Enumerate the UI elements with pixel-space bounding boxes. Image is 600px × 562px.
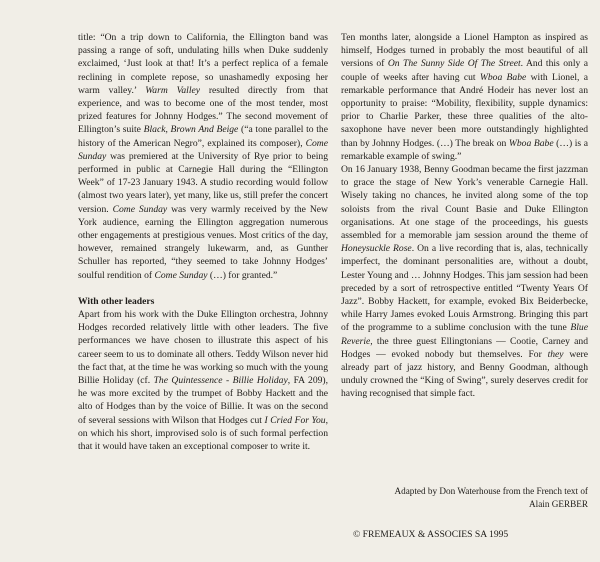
text-run: (…) for granted.” bbox=[207, 269, 278, 281]
text-run: , on which his short, improvised solo is of such formal perfection that it would have taken an exceptional composer to write it. bbox=[78, 414, 328, 453]
song-title-i-cried-for-you: I Cried For You bbox=[264, 414, 326, 426]
suite-title: Black, Brown And Beige bbox=[143, 124, 239, 136]
text-run: On 16 January 1938, Benny Goodman became the first jazzman to grace the stage of New York’s venerable Carnegie Hall. Wisely taking no chances, he invited along some of the top soloists from the rival Count Basie and Duke Ellington organisations. At one stage of the proceedings, his guests assembled for a memorable jam session around the theme of bbox=[341, 164, 588, 242]
song-title-blue-reverie: Blue Reverie bbox=[341, 322, 588, 347]
text-run: resulted directly from that experience, and was to become one of the most tender, most prized features for Johnny Hodges.” The second movement of Ellington’s suite bbox=[78, 84, 328, 136]
song-title-sunny-side: On The Sunny Side Of The Street bbox=[387, 58, 521, 70]
text-run: was very warmly received by the New York audience, earning the Ellington aggregation numerous other engagements at prestigious venues. Most critics of the day, however, remained strangely lukewarm, and, as Gunther Schuller has reported, “they seemed to take Johnny Hodges’ soulful rendition of bbox=[78, 203, 328, 281]
text-run: , FA 209), he was more excited by the trumpet of Bobby Hackett and the alto of Hodges than by the voice of Billie. It was on the second of several sessions with Wilson that Hodges cut bbox=[78, 375, 329, 426]
text-run: was premiered at the University of Rye prior to being performed in public at Carnegie Hall during the “Ellington Week” of 17-23 January 1943. A studio recording would follow (almost two years later), yet many, like us, still prefer the concert version. bbox=[78, 150, 328, 215]
text-run: (“a tone parallel to the history of the American Negro”, explained its composer), bbox=[78, 124, 328, 149]
text-run: Apart from his work with the Duke Ellington orchestra, Johnny Hodges recorded relatively little with other leaders. The five performances we have chosen to illustrate this aspect of his career seem to us to dominate all others. Teddy Wilson never hid the fact that, at the time he was working so much with the young Billie Holiday (cf. bbox=[78, 309, 328, 387]
song-title-wboa-babe: Wboa Babe bbox=[479, 71, 527, 83]
text-run: . On a live recording that is, alas, technically imperfect, the dominant personalities are, without a doubt, Lester Young and … Johnny Hodges. This jam session had been preceded by a sort of retrospective entitled “Twenty Years Of Jazz”. Bobby Hackett, for example, evoked Bix Beiderbecke, while Harry James evoked Louis Armstrong. Bringing this part of the programme to a sublime conclusion with the tune bbox=[341, 243, 588, 334]
other-leaders-paragraph bbox=[78, 308, 328, 453]
text-run: (…) is a remarkable example of swing.” bbox=[341, 137, 588, 162]
right-column bbox=[341, 31, 588, 401]
translation-credit bbox=[341, 485, 588, 511]
text-run: , the three guest Ellingtonians — Cootie, Carney and Hodges — evoked nobody but themselves. For bbox=[341, 335, 588, 360]
song-title-warm-valley: Warm Valley bbox=[145, 84, 201, 96]
emphasis-they: they bbox=[547, 348, 564, 360]
song-title-come-sunday: Come Sunday bbox=[154, 269, 208, 281]
credit-author: Alain GERBER bbox=[529, 499, 588, 509]
warm-valley-paragraph bbox=[78, 31, 328, 282]
text-run: were already part of jazz history, and Benny Goodman, although unduly crowned the “King of Swing”, surely deserves credit for having recognised that simple fact. bbox=[341, 348, 588, 400]
credit-line: Adapted by Don Waterhouse from the French text of bbox=[394, 486, 588, 496]
song-title-come-sunday: Come Sunday bbox=[112, 203, 168, 215]
hampton-paragraph bbox=[341, 31, 588, 163]
copyright-notice: © FREMEAUX & ASSOCIES SA 1995 bbox=[353, 529, 509, 540]
text-run: title: “On a trip down to California, the Ellington band was passing a range of soft, undulating hills when Duke suddenly exclaimed, ‘Just look at that! It’s a perfect replica of a female reclining in complete repose, so unashamedly exposing her warm valley.’ bbox=[78, 32, 328, 96]
song-title-wboa-babe: Wboa Babe bbox=[508, 137, 554, 149]
section-heading: With other leaders bbox=[78, 295, 155, 307]
text-run: with Lionel, a remarkable performance that André Hodeir has never lost an opportunity to praise: “Mobility, flexibility, supple dynamics: prior to Charlie Parker, these three qualities of the alto-saxophone have never been more outstandingly highlighted than by Johnny Hodges. (…) The break on bbox=[341, 71, 588, 149]
text-run: Ten months later, alongside a Lionel Hampton as inspired as himself, Hodges turned in probably the most beautiful of all versions of bbox=[341, 32, 588, 70]
song-title-honeysuckle-rose: Honeysuckle Rose bbox=[341, 243, 412, 255]
song-title-come-sunday: Come Sunday bbox=[78, 137, 328, 162]
album-title: The Quintessence - Billie Holiday bbox=[153, 375, 288, 387]
carnegie-hall-paragraph bbox=[341, 163, 588, 401]
left-column bbox=[78, 31, 328, 453]
text-run: . And this only a couple of weeks after having cut bbox=[341, 58, 588, 83]
